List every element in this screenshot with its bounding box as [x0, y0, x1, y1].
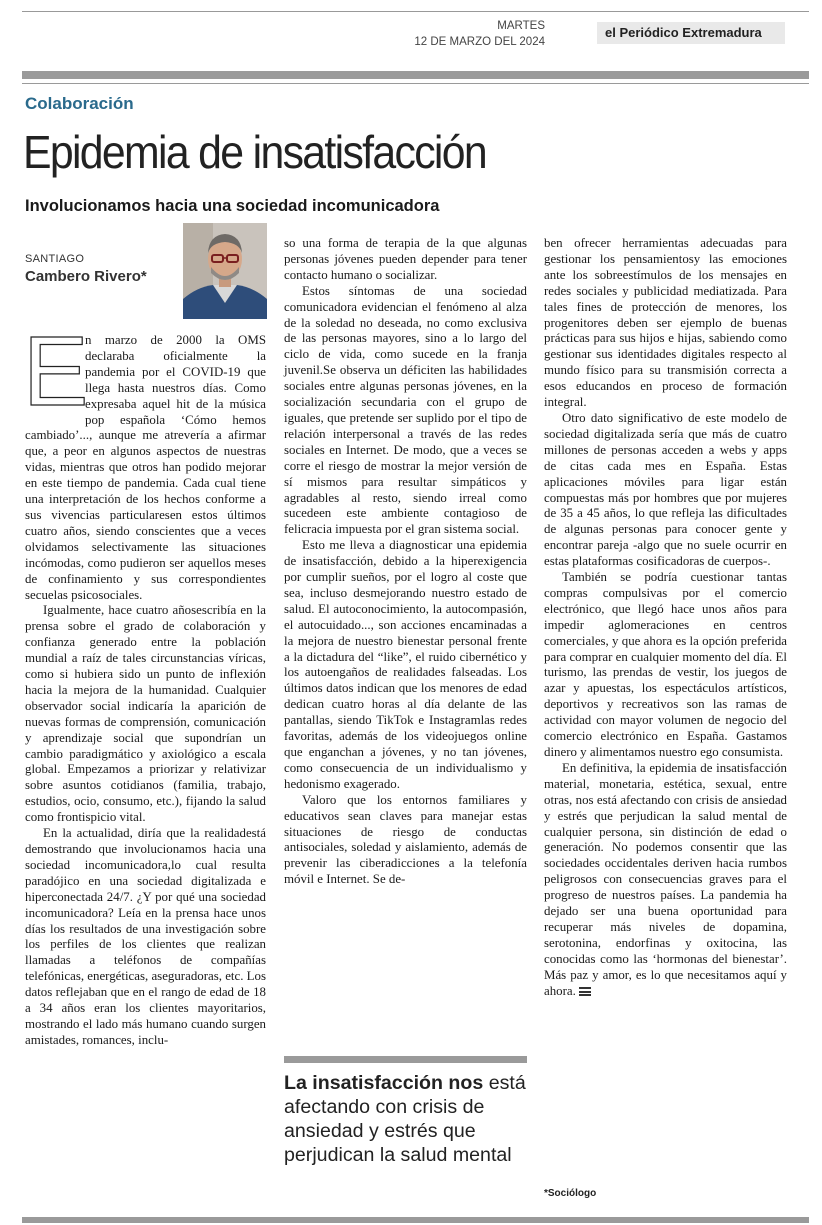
header-rule-thin: [22, 83, 809, 84]
bottom-rule: [22, 1217, 809, 1223]
paragraph: También se podría cuestionar tantas compras compulsivas por el comercio electrónico, que llegó hace unos años para impedir aglomeraciones en centros comerciales, y que ahora es la opción preferida para comprar en cualquier momento del día. El turismo, las prendas de vestir, los juegos de azar y apuestas, los espectáculos artísticos, deportivos y recreativos son las ramas de actividad con mayor volumen de negocio del comercio electrónico en España. Gastamos dinero y alimentamos nuestro ego consumista.: [544, 570, 787, 759]
author-first-name: SANTIAGO: [25, 253, 85, 265]
header-rule-thick: [22, 71, 809, 79]
date-block: [414, 18, 545, 50]
byline: [25, 253, 147, 285]
paragraph: ben ofrecer herramientas adecuadas para gestionar los pensamientosy las emociones ante los sobreestímulos de los mensajes en redes sociales y publicidad mediatizada. Para tales fines de protección de menores, los progenitores deben ser ejemplo de buenas prácticas para sus hijos e hijas, sabiendo como gestionar sus identidades digitales respecto al mundo físico para su transmisión correcta a esos educandos en proceso de formación integral.: [544, 236, 787, 410]
weekday: MARTES: [497, 20, 545, 32]
paragraph: Otro dato significativo de este modelo de sociedad digitalizada sería que más de cuatro millones de personas acceden a webs y apps de citas cada mes en España. Estas aplicaciones móviles para ligar están compuestas más por hombres que por mujeres de 35 a 45 años, lo que refleja las dificultades de algunas personas para conocer gente y encontrar pareja -algo que no suele ocurrir en estas plataformas cosificadoras de cuerpos-.: [544, 410, 787, 569]
article-column-3: [544, 236, 787, 1000]
end-mark-icon: [579, 987, 591, 996]
article-column-2: [284, 236, 527, 888]
top-rule: [22, 11, 809, 12]
author-note: *Sociólogo: [544, 1188, 597, 1199]
paragraph: En definitiva, la epidemia de insatisfacción material, monetaria, estética, sexual, entre otras, nos está afectando con crisis de ansiedad y estrés que perjudican la salud mental de cualquier persona, sin distinción de edad o generación. No podemos consentir que las sociedades occidentales deriven hacia rumbos peligrosos con consecuencias graves para el progreso de nuestros países. La pandemia ha dejado ser una buena oportunidad para recuperar más niveles de dopamina, serotonina, endorfinas y oxitocina, las conocidas como las ‘hormonas del bienestar’. Más paz y amor, es lo que necesitamos aquí y ahora.: [544, 760, 787, 998]
paragraph: Igualmente, hace cuatro añosescribía en la prensa sobre el grado de colaboración y confianza generado entre la población mundial a raíz de tales circunstancias víricas, como si hubiera sido un punto de inflexión hacia la mejora de la humanidad. Cualquier observador social indicaría la aparición de nuevas formas de comprensión, comunicación y aprendizaje social que supondrían un cambio paradigmático y axiológico a escala global. Empezamos a priorizar y relativizar sobre asuntos cotidianos (familia, trabajo, estudios, ocio, consumo, etc.), fijando la salud como frontispicio vital.: [25, 603, 266, 825]
headline: Epidemia de insatisfacción: [23, 126, 486, 178]
article-column-1: [23, 316, 266, 1049]
section-label: Colaboración: [25, 94, 134, 113]
paragraph: En la actualidad, diría que la realidadestá demostrando que involucionamos hacia una sociedad incomunicadora,lo cual resulta paradójico en una sociedad digitalizada e hiperconectada 24/7. ¿Y por qué una sociedad incomunicadora? Leía en la prensa hace unos días los resultados de una investigación sobre los perfiles de los clientes que realizan llamadas a teléfonos de compañías telefónicas, energéticas, aseguradoras, etc. Los datos reflejaban que en el rango de edad de 18 a 34 años eran los clientes mayoritarios, mostrando el lado más humano cuando surgen amistades, romances, inclu-: [25, 826, 266, 1047]
paragraph: Estos síntomas de una sociedad comunicadora evidencian el fenómeno al alza de la soledad no deseada, no como exclusiva de las personas mayores, sino a lo largo del ciclo de vida, como sucede en la franja juvenil.Se observa un déficiten las habilidades sociales entre algunas personas jóvenes, en la socialización secundaria con el grupo de iguales, que pretende ser suplido por el tipo de relación interpersonal a través de las redes sociales en Internet. De modo, que a veces se corre el riesgo de mostrar la mejor versión de sí mismos para resultar simpáticos y agradables al resto, siendo irreal como sucedeen este ambiente contagioso de felicracia impuesta por el gran sistema social.: [284, 283, 527, 537]
paragraph: Valoro que los entornos familiares y educativos sean claves para manejar estas situaciones de riesgo de conductas antisociales, soledad y aislamiento, además de prevenir las ciberadicciones a la telefonía móvil e Internet. Se de-: [284, 792, 527, 887]
date: 12 DE MARZO DEL 2024: [414, 36, 545, 48]
paragraph: Esto me lleva a diagnosticar una epidemia de insatisfacción, debido a la hiperexigencia por cumplir sueños, por el logro al coste que sea, incluso desmejorando nuestro estado de salud. El autoconocimiento, la autocompasión, el autocuidado..., son acciones encaminadas a la mejora de nuestro bienestar personal frente a la dictadura del “like”, el ruido cibernético y los autoengaños de realidades falseadas. Los últimos datos indican que los menores de edad dedican cuatro horas al día delante de las pantallas, siendo TikTok e Instagramlas redes favoritas, además de los videojuegos online que enganchan a jóvenes, y no tan jóvenes, como consecuencia de un individualismo y hedonismo exagerado.: [284, 538, 527, 791]
paragraph: E n marzo de 2000 la OMS declaraba oficialmente la pandemia por el COVID-19 que llega hasta nuestros días. Como expresaba aquel hit de la música pop española ‘Cómo hemos cambiado’..., aunque me atrevería a afirmar que, a peor en algunos aspectos de nuestras vidas, mientras que otros han podido mejorar en este tiempo de pandemia. Cada cual tiene una interpretación de los hechos conforme a sus vivencias particularesen estos últimos cuatro años, siendo conscientes que a veces olvidamos selectivamente las situaciones incómodas, como pudieron ser aquellos meses de confinamiento y sus correspondientes secuelas psicosociales.: [23, 316, 266, 602]
paragraph: so una forma de terapia de la que algunas personas jóvenes pueden depender para tener contacto humano o socializar.: [284, 236, 527, 282]
author-last-name: Cambero Rivero*: [25, 268, 147, 285]
pullquote-bold: La insatisfacción nos: [284, 1072, 484, 1094]
newspaper-name: el Periódico Extremadura: [597, 22, 785, 44]
pullquote: [284, 1071, 529, 1167]
dropcap: E: [23, 316, 89, 426]
author-photo: [183, 223, 267, 319]
pullquote-rule: [284, 1056, 527, 1063]
pullquote-text: está afectando con crisis de ansiedad y estrés que perjudican la salud mental: [284, 1072, 526, 1166]
subheadline: Involucionamos hacia una sociedad incomunicadora: [25, 197, 440, 215]
